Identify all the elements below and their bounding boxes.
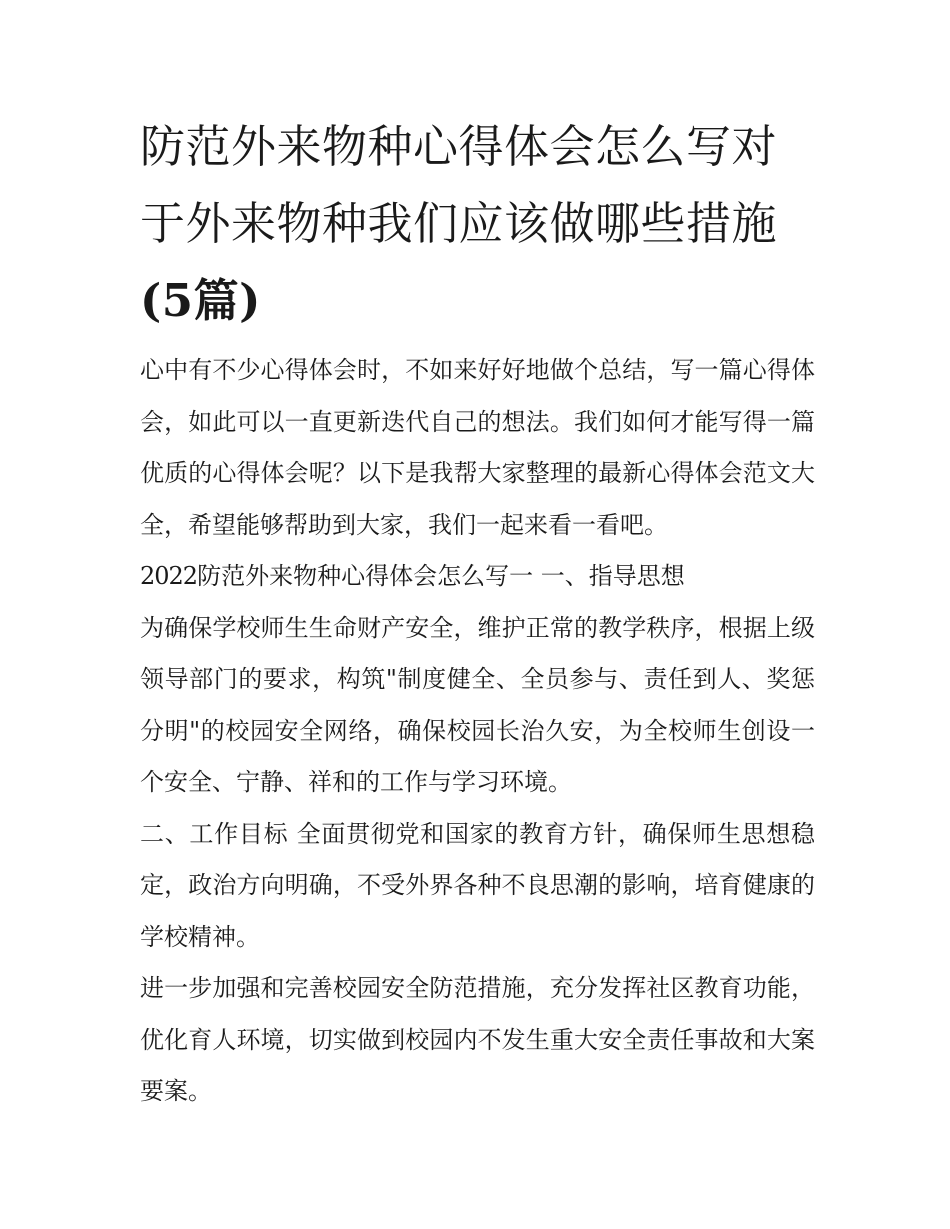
title-suffix-text: (5篇)	[140, 274, 261, 327]
section-heading	[140, 551, 815, 603]
body-paragraph-2: 二、工作目标 全面贯彻党和国家的教育方针，确保师生思想稳定，政治方向明确，不受外界各种不良思潮的影响，培育健康的学校精神。	[140, 819, 815, 951]
section-year: 2022	[140, 562, 198, 590]
section-heading-text: 防范外来物种心得体会怎么写一 一、指导思想	[197, 562, 685, 590]
intro-paragraph: 心中有不少心得体会时，不如来好好地做个总结，写一篇心得体会，如此可以一直更新迭代自己的想法。我们如何才能写得一篇优质的心得体会呢？以下是我帮大家整理的最新心得体会范文大全，希望能够帮助到大家，我们一起来看一看吧。	[140, 356, 815, 539]
body-paragraph-1: 为确保学校师生生命财产安全，维护正常的教学秩序，根据上级领导部门的要求，构筑"制度健全、全员参与、责任到人、奖惩分明"的校园安全网络，确保校园长治久安，为全校师生创设一个安全、宁静、祥和的工作与学习环境。	[140, 613, 815, 796]
document-page	[140, 108, 815, 1118]
title-main-text: 防范外来物种心得体会怎么写对于外来物种我们应该做哪些措施	[140, 120, 778, 250]
body-paragraph-3: 进一步加强和完善校园安全防范措施，充分发挥社区教育功能，优化育人环境，切实做到校园内不发生重大安全责任事故和大案要案。	[140, 974, 815, 1105]
document-title	[140, 108, 815, 339]
